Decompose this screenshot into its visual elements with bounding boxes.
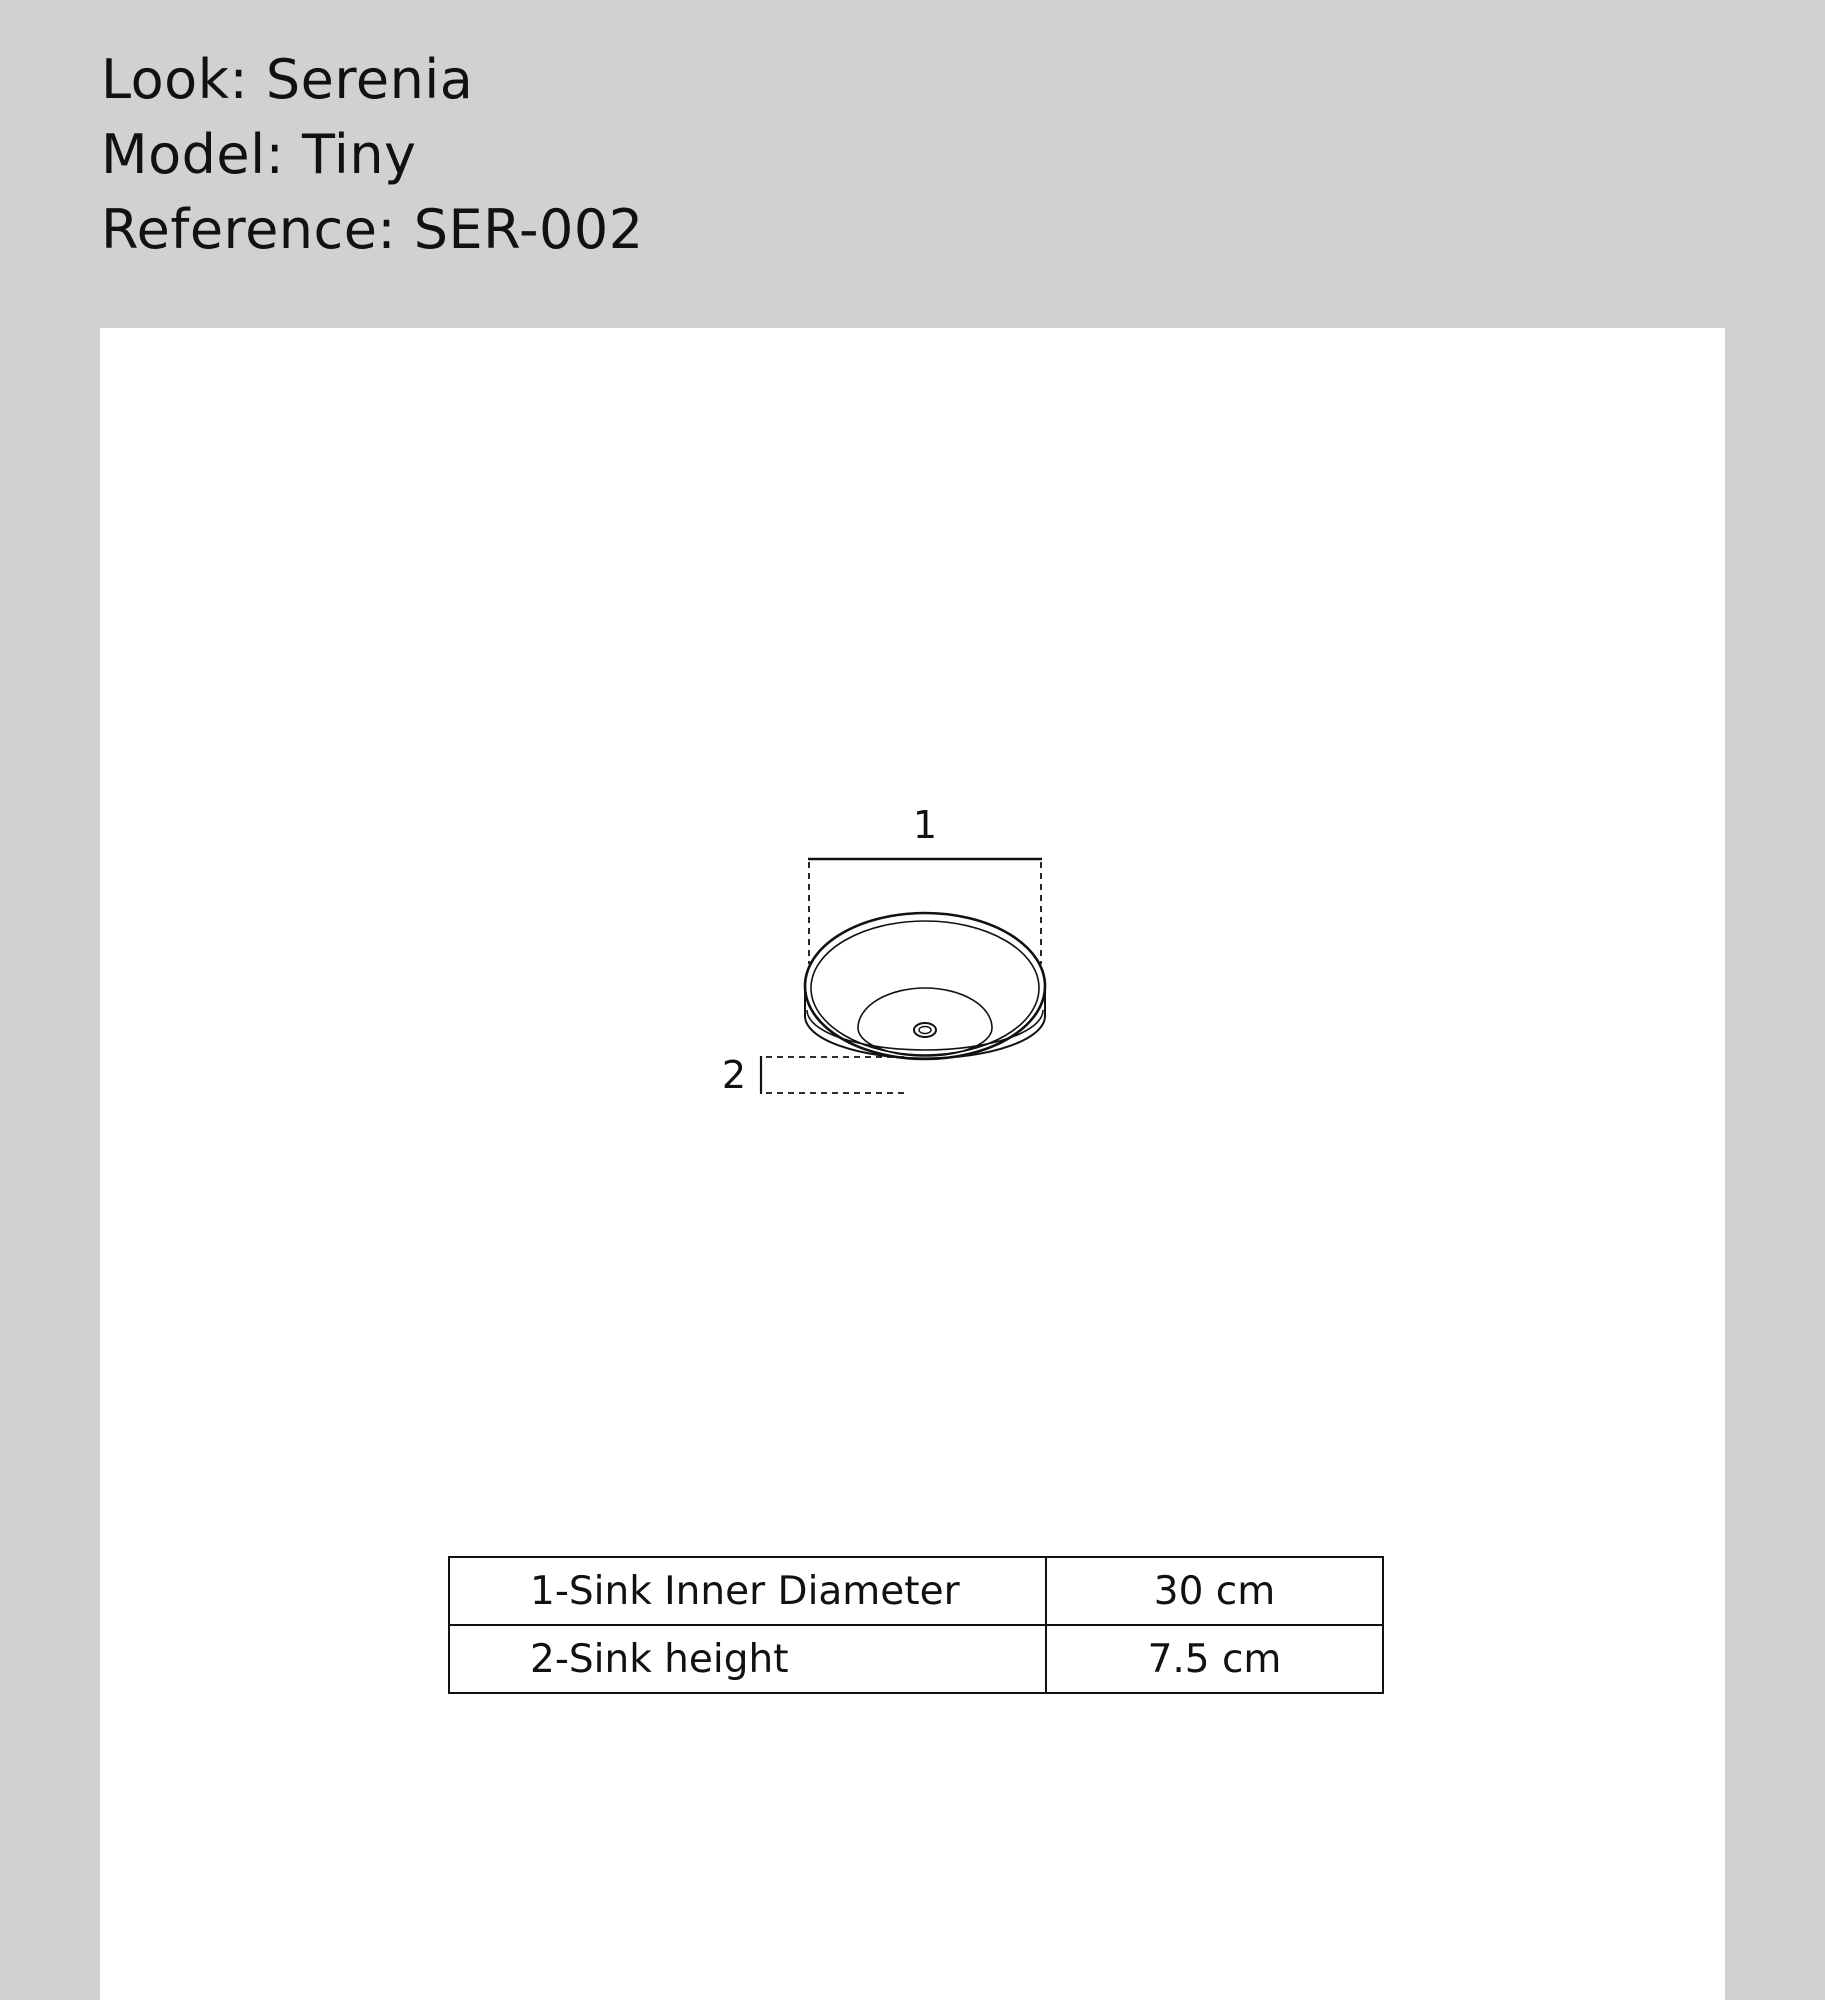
table-row [449,1625,1383,1693]
sink-drain-inner [919,1027,931,1034]
look-title: Look: Serenia [101,48,474,111]
product-header [101,42,644,267]
dimension-marker-1: 1 [912,803,938,847]
dimension-marker-2: 2 [721,1053,747,1097]
reference-title: Reference: SER-002 [101,198,644,261]
spec-label: 1-Sink Inner Diameter [449,1557,1046,1625]
spec-value: 30 cm [1046,1557,1383,1625]
spec-table [448,1556,1384,1694]
drawing-panel [100,328,1725,2000]
sink-drain [914,1023,936,1037]
table-row [449,1557,1383,1625]
spec-label: 2-Sink height [449,1625,1046,1693]
model-title: Model: Tiny [101,123,417,186]
spec-value: 7.5 cm [1046,1625,1383,1693]
sink-technical-drawing [100,328,1725,2000]
sink-side-line [807,1010,1043,1050]
